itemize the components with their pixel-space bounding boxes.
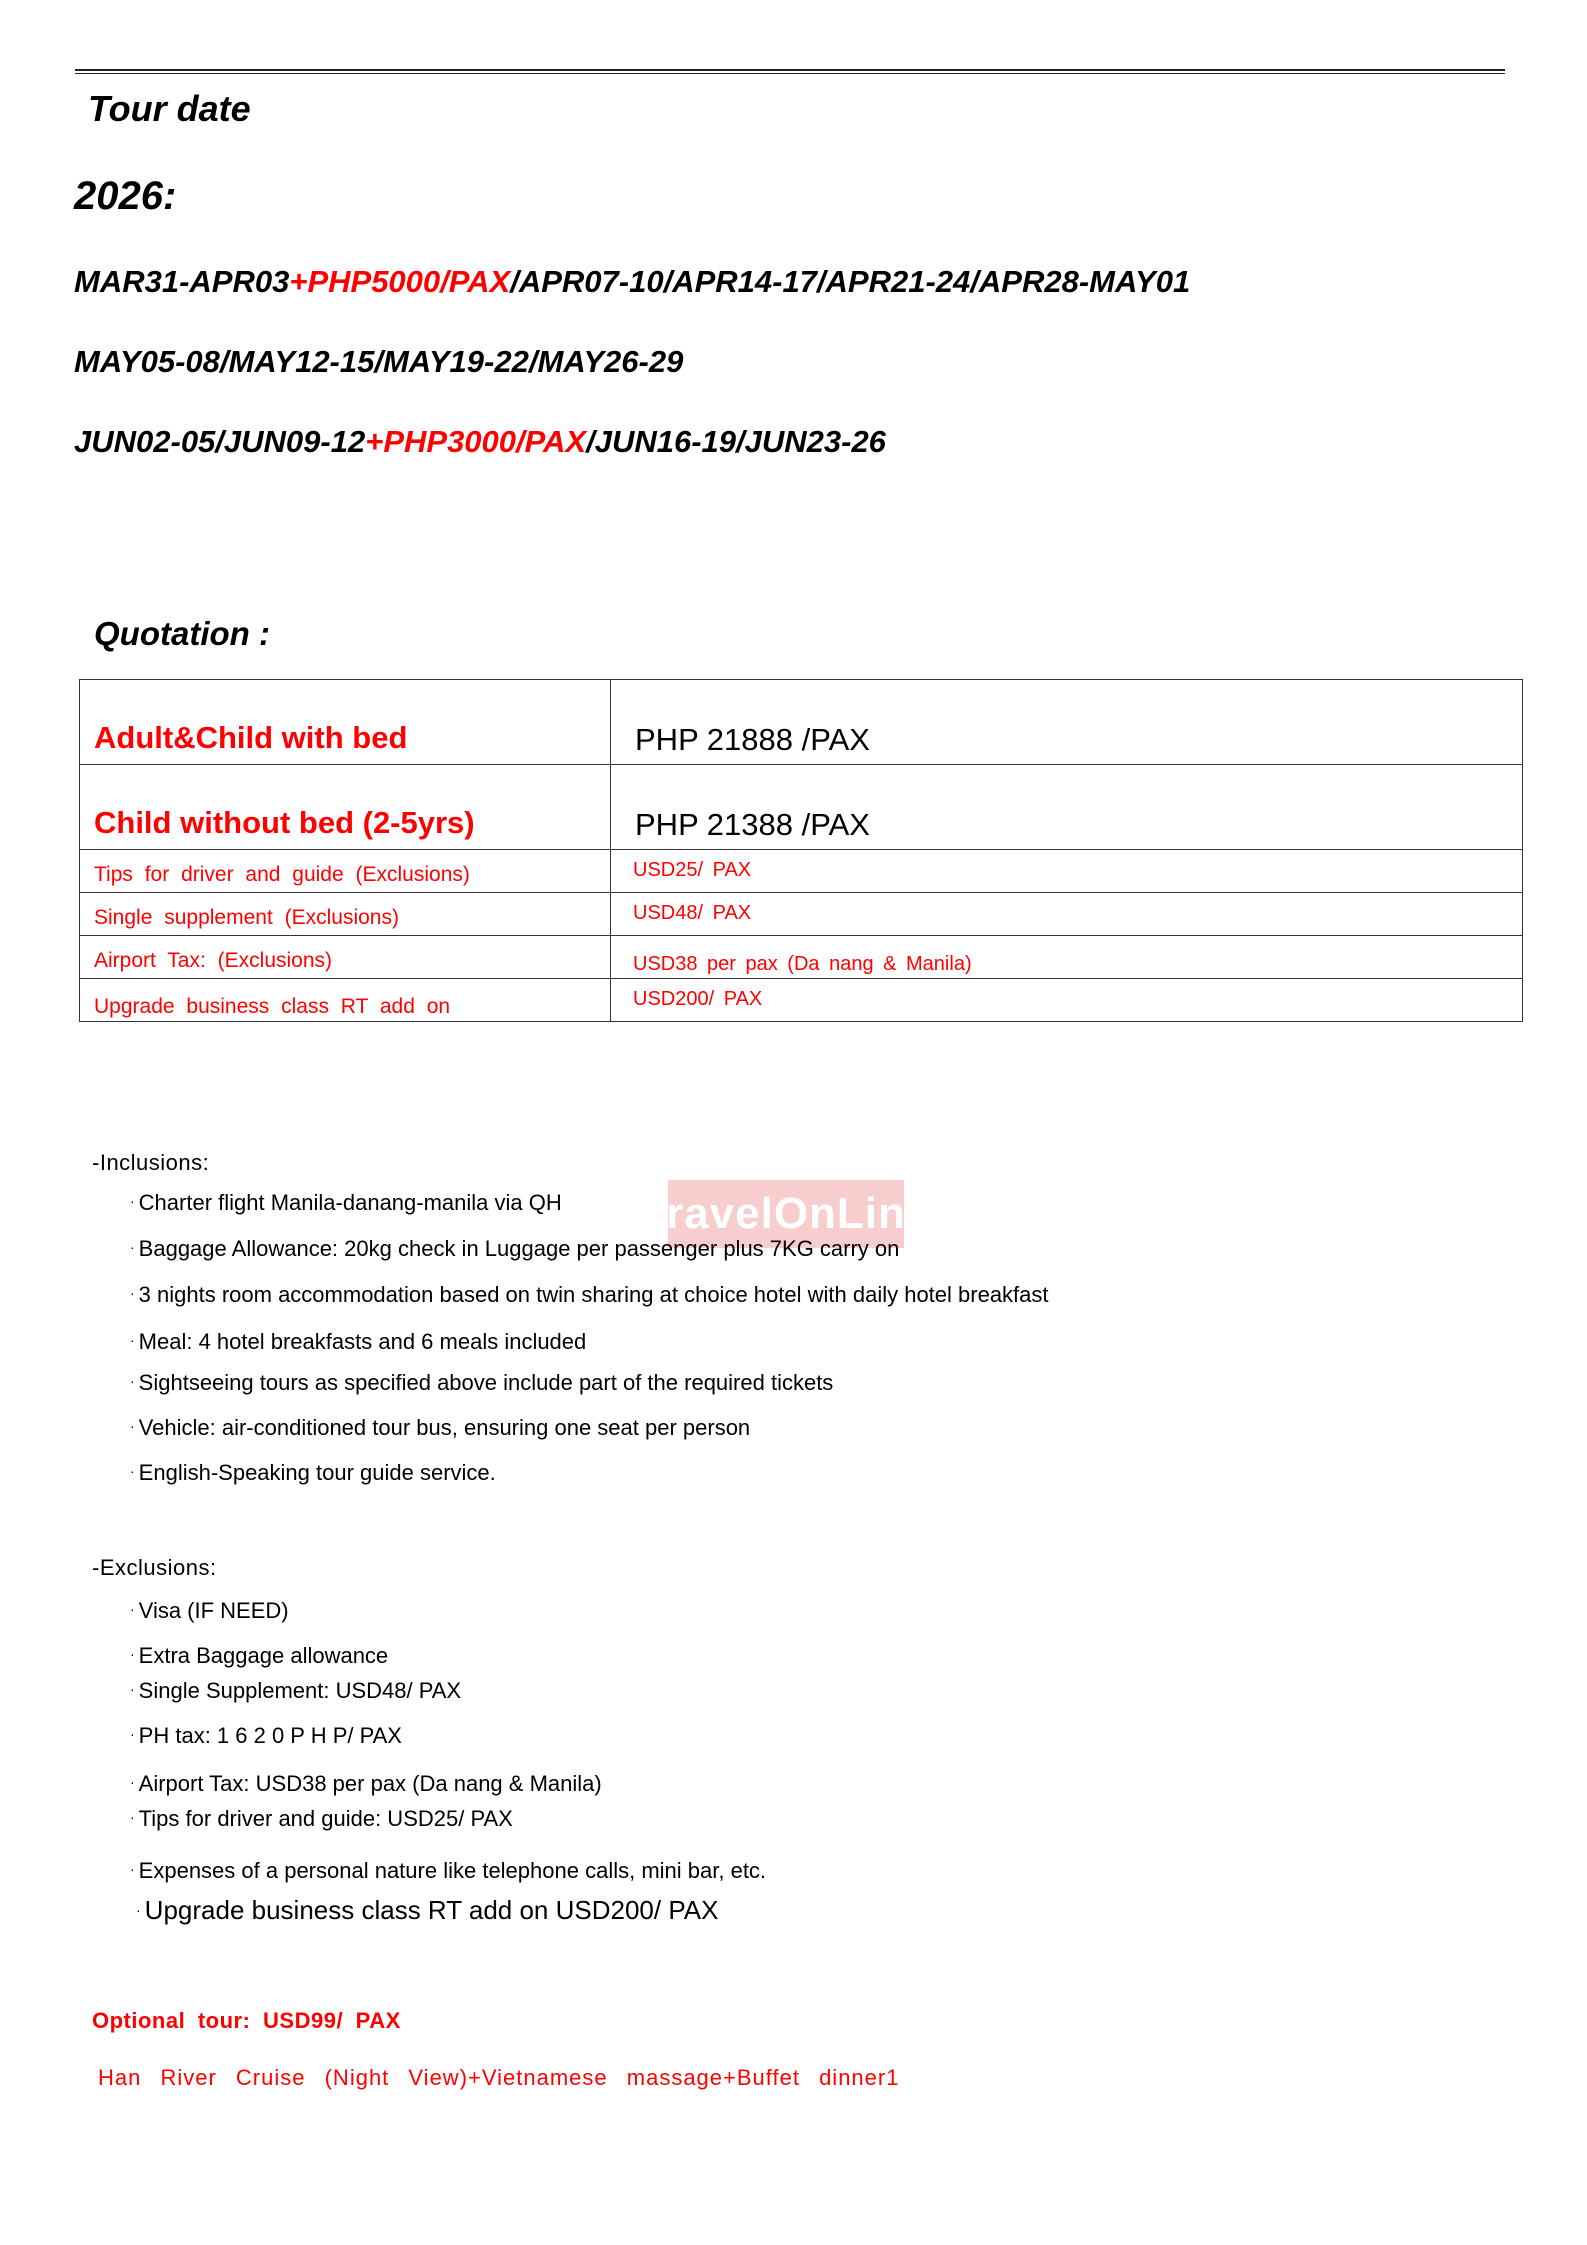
inclusion-item: · Charter flight Manila-danang-manila via QH	[130, 1190, 562, 1215]
quotation-value: USD38 per pax (Da nang & Manila)	[633, 953, 972, 975]
exclusion-item: · Expenses of a personal nature like telephone calls, mini bar, etc.	[130, 1858, 767, 1883]
table-row	[80, 850, 1523, 893]
quotation-value: PHP 21888 /PAX	[635, 722, 870, 757]
bullet-icon: ·	[130, 1373, 135, 1389]
bullet-icon: ·	[130, 1463, 135, 1479]
table-row	[80, 893, 1523, 936]
bullet-icon: ·	[130, 1726, 135, 1742]
bullet-icon: ·	[130, 1193, 135, 1209]
inclusion-item: · Vehicle: air-conditioned tour bus, ensuring one seat per person	[130, 1415, 751, 1440]
table-row	[80, 979, 1523, 1022]
date-surcharge: +PHP5000/PAX	[289, 264, 511, 299]
year-heading: 2026:	[74, 174, 177, 218]
travelonline-watermark-logo: TravelOnLine	[668, 1180, 904, 1248]
quotation-table	[79, 679, 1523, 1022]
inclusion-item: · 3 nights room accommodation based on twin sharing at choice hotel with daily hotel breakfast	[130, 1282, 1049, 1307]
quotation-label: Upgrade business class RT add on	[94, 995, 451, 1018]
exclusion-item: · Single Supplement: USD48/ PAX	[130, 1678, 462, 1703]
quotation-label: Tips for driver and guide (Exclusions)	[94, 863, 470, 886]
quotation-label: Child without bed (2-5yrs)	[94, 805, 475, 840]
date-text: MAY05-08/MAY12-15/MAY19-22/MAY26-29	[74, 344, 684, 379]
bullet-icon: ·	[130, 1774, 135, 1790]
bullet-icon: ·	[136, 1902, 141, 1918]
top-divider	[75, 69, 1505, 74]
quotation-value: USD25/ PAX	[633, 859, 752, 881]
optional-tour-description: Han River Cruise (Night View)+Vietnamese massage+Buffet dinner1	[98, 2065, 900, 2090]
quotation-value: PHP 21388 /PAX	[635, 807, 870, 842]
inclusion-item: · English-Speaking tour guide service.	[130, 1460, 496, 1485]
bullet-icon: ·	[130, 1332, 135, 1348]
tour-date-heading: Tour date	[88, 88, 251, 129]
inclusions-heading: -Inclusions:	[92, 1150, 210, 1175]
date-line-3	[74, 424, 886, 460]
quotation-value: USD48/ PAX	[633, 902, 752, 924]
exclusion-item: · Upgrade business class RT add on USD200/ PAX	[136, 1895, 719, 1925]
quotation-label: Single supplement (Exclusions)	[94, 906, 399, 929]
exclusion-item: · Extra Baggage allowance	[130, 1643, 389, 1668]
date-surcharge: +PHP3000/PAX	[365, 424, 587, 459]
inclusion-item: · Baggage Allowance: 20kg check in Luggage per passenger plus 7KG carry on	[130, 1236, 900, 1261]
date-text: JUN02-05/JUN09-12	[74, 424, 366, 459]
exclusion-item: · PH tax: 1 6 2 0 P H P/ PAX	[130, 1723, 402, 1748]
exclusions-heading: -Exclusions:	[92, 1555, 217, 1580]
exclusion-item: · Airport Tax: USD38 per pax (Da nang & Manila)	[130, 1771, 602, 1796]
bullet-icon: ·	[130, 1601, 135, 1617]
optional-tour-heading: Optional tour: USD99/ PAX	[92, 2008, 401, 2033]
table-row	[80, 680, 1523, 765]
bullet-icon: ·	[130, 1239, 135, 1255]
inclusion-item: · Sightseeing tours as specified above include part of the required tickets	[130, 1370, 834, 1395]
table-row	[80, 936, 1523, 979]
table-row	[80, 765, 1523, 850]
bullet-icon: ·	[130, 1861, 135, 1877]
quotation-value: USD200/ PAX	[633, 988, 763, 1010]
quotation-label: Adult&Child with bed	[94, 720, 408, 755]
date-line-1	[74, 264, 1190, 300]
bullet-icon: ·	[130, 1809, 135, 1825]
bullet-icon: ·	[130, 1681, 135, 1697]
quotation-label: Airport Tax: (Exclusions)	[94, 949, 333, 972]
bullet-icon: ·	[130, 1646, 135, 1662]
date-text: MAR31-APR03	[74, 264, 290, 299]
exclusion-item: · Tips for driver and guide: USD25/ PAX	[130, 1806, 513, 1831]
quotation-heading: Quotation :	[94, 615, 270, 652]
inclusion-item: · Meal: 4 hotel breakfasts and 6 meals included	[130, 1329, 587, 1354]
exclusion-item: · Visa (IF NEED)	[130, 1598, 289, 1623]
bullet-icon: ·	[130, 1418, 135, 1434]
date-text: /APR07-10/APR14-17/APR21-24/APR28-MAY01	[510, 264, 1191, 299]
date-line-2	[74, 344, 683, 380]
bullet-icon: ·	[130, 1285, 135, 1301]
date-text: /JUN16-19/JUN23-26	[586, 424, 886, 459]
